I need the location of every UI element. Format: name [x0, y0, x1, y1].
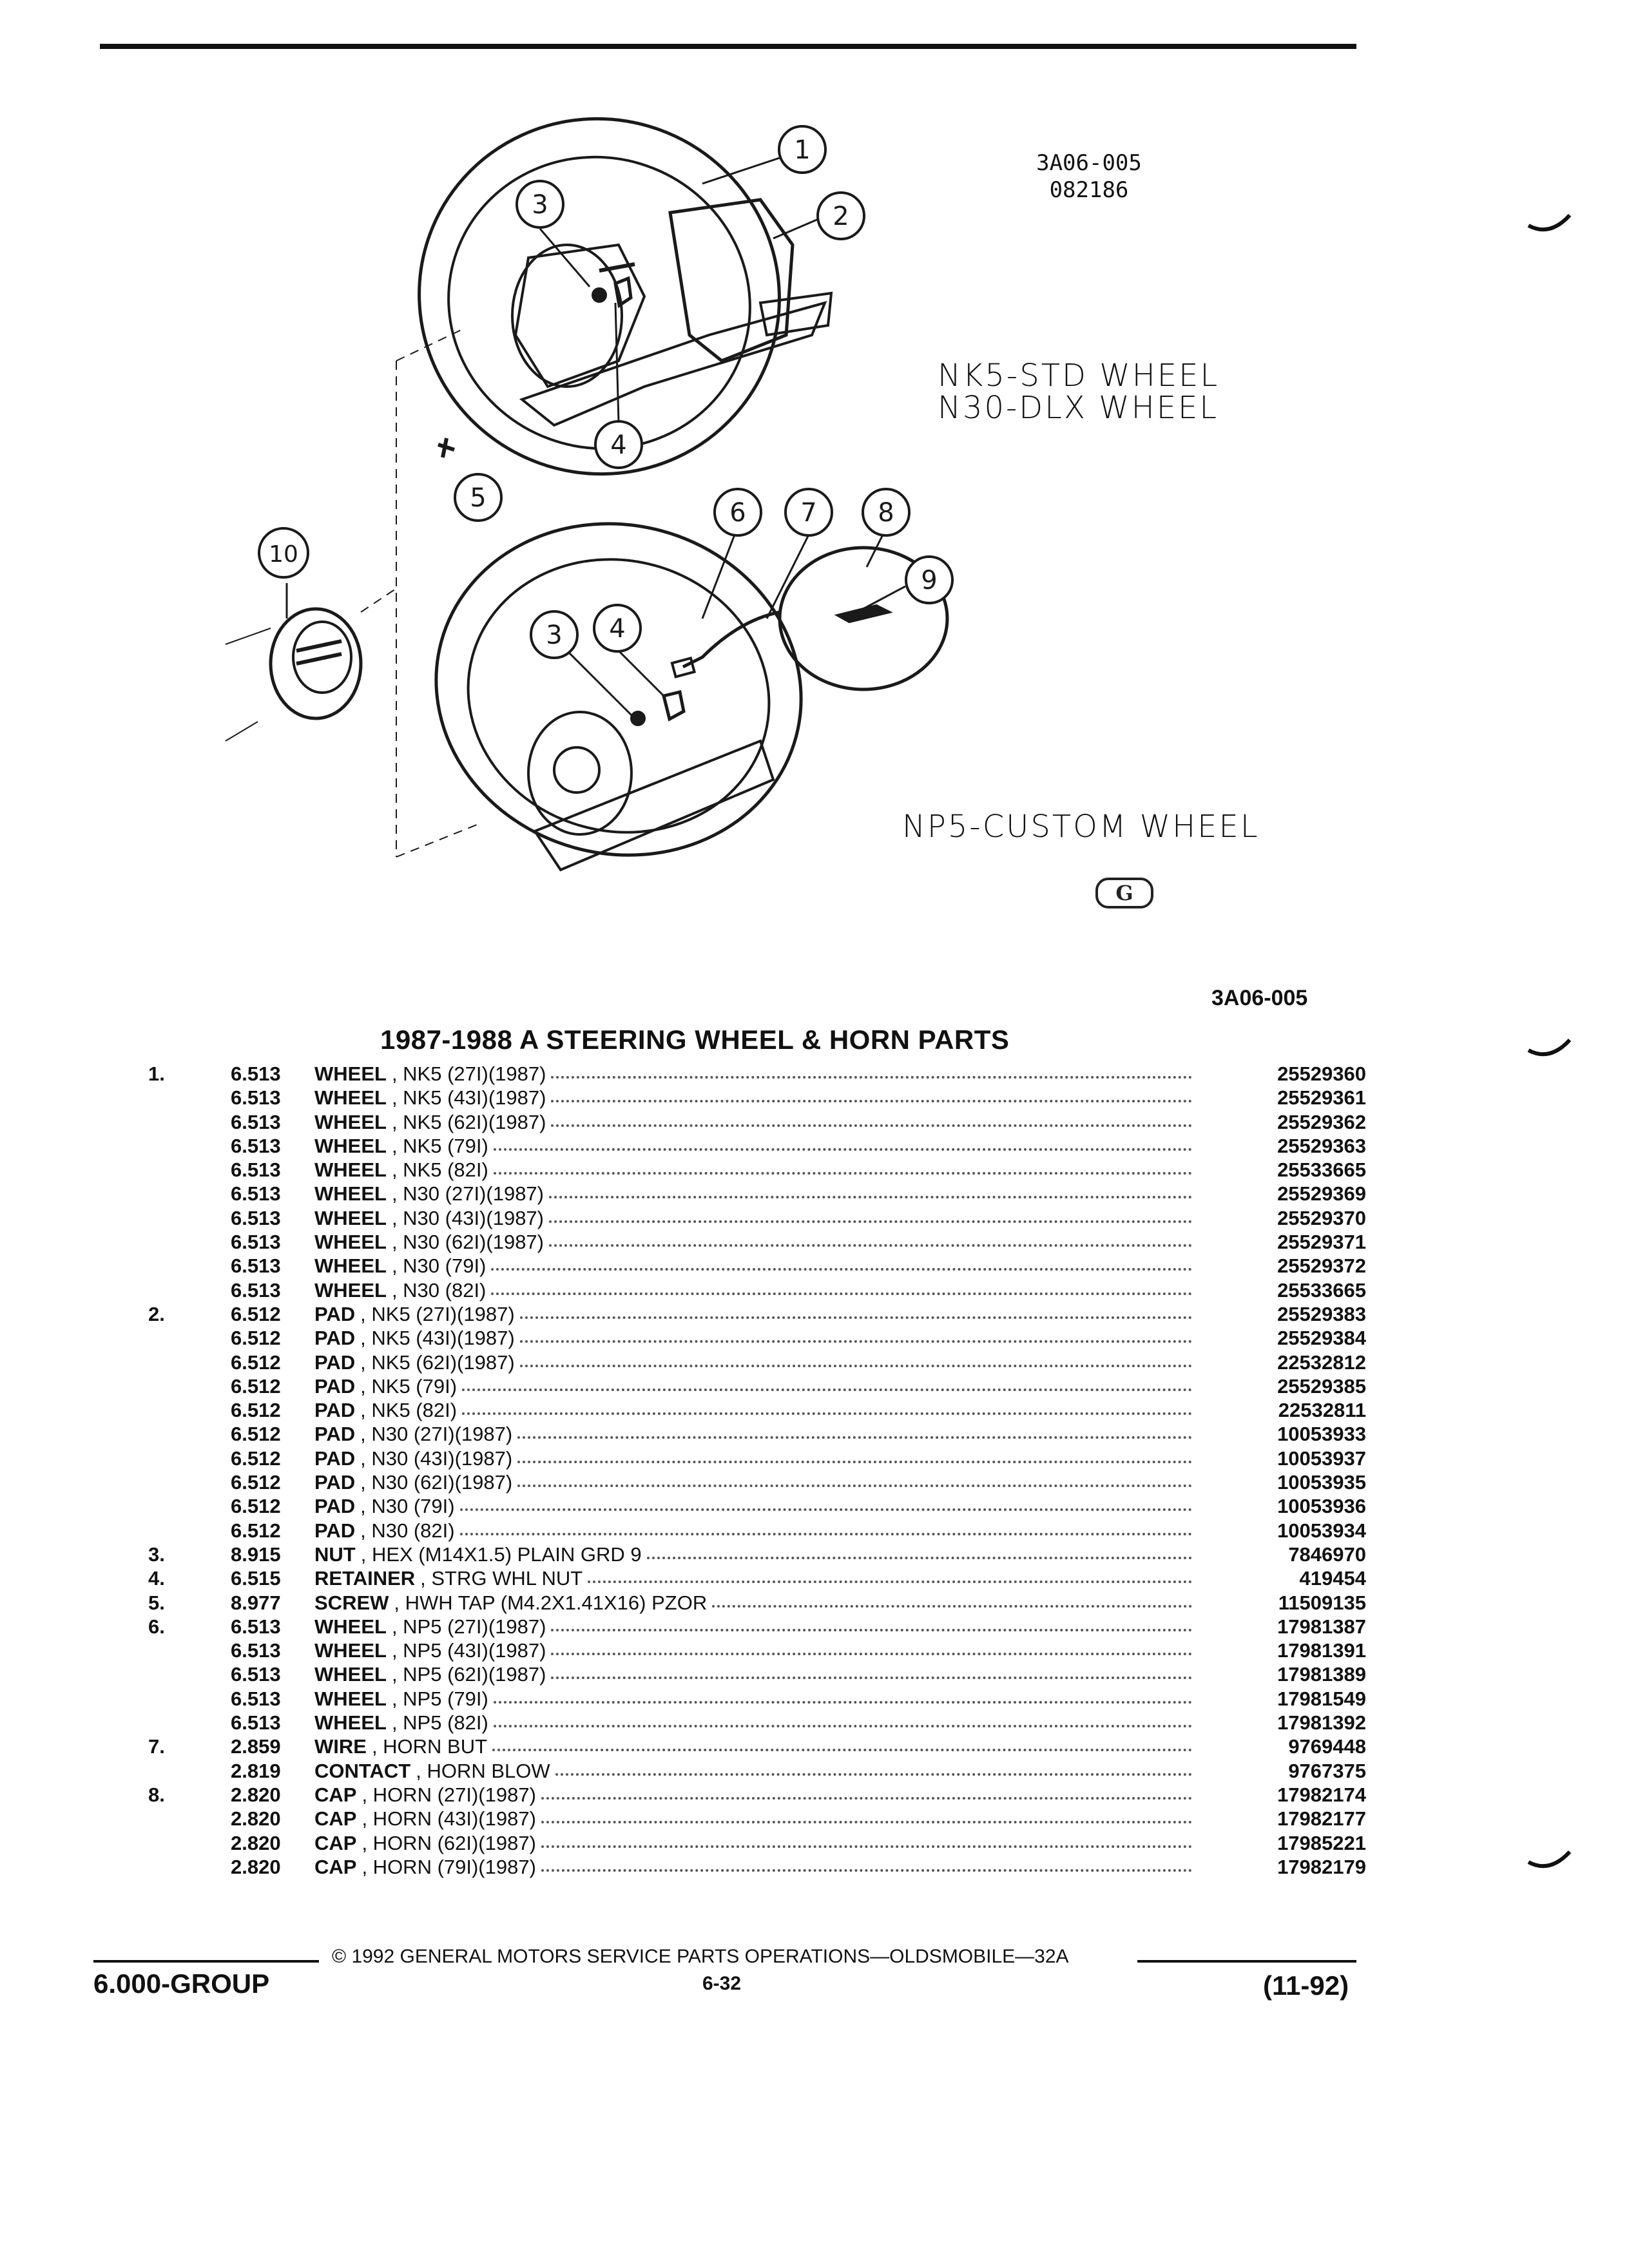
- group-number: 6.513: [231, 1158, 281, 1182]
- table-row: [148, 1446, 1366, 1470]
- part-detail: , NK5 (43I)(1987): [360, 1327, 515, 1350]
- table-row: [148, 1086, 1366, 1110]
- group-number: 6.512: [231, 1399, 281, 1422]
- part-number: 419454: [1299, 1567, 1366, 1590]
- part-detail: , NP5 (79I): [391, 1687, 488, 1710]
- part-detail: , NK5 (79I): [391, 1134, 488, 1157]
- dot-leader: [647, 1542, 1192, 1559]
- part-number: 10053937: [1277, 1446, 1366, 1470]
- part-name: PAD: [314, 1399, 356, 1422]
- footer-rule-right: [1137, 1960, 1356, 1963]
- part-number: 10053936: [1277, 1495, 1366, 1518]
- part-description: [314, 1398, 1192, 1422]
- group-number: 6.513: [231, 1711, 281, 1735]
- part-name: CAP: [314, 1807, 357, 1831]
- group-number: 6.512: [231, 1519, 281, 1542]
- part-detail: , N30 (27I)(1987): [360, 1423, 513, 1446]
- part-detail: , N30 (79I): [360, 1495, 455, 1518]
- callout-5: 5: [470, 483, 487, 513]
- table-row: [148, 1182, 1366, 1206]
- callout-10: 10: [269, 541, 298, 568]
- table-row: [148, 1278, 1366, 1302]
- table-row: [148, 1374, 1366, 1398]
- group-number: 8.915: [231, 1542, 281, 1566]
- group-number: 6.513: [231, 1086, 281, 1110]
- table-row: [148, 1494, 1366, 1518]
- part-detail: , NP5 (82I): [391, 1711, 488, 1735]
- page-title: 1987-1988 A STEERING WHEEL & HORN PARTS: [380, 1024, 1010, 1055]
- table-row: [148, 1398, 1366, 1422]
- diagram-code-line1: 3A06-005: [1036, 150, 1142, 176]
- part-number: 17981389: [1277, 1663, 1366, 1686]
- part-number: 9767375: [1288, 1759, 1366, 1782]
- dot-leader: [494, 1687, 1192, 1704]
- part-name: PAD: [314, 1374, 356, 1398]
- part-detail: , HORN (79I)(1987): [361, 1855, 536, 1878]
- part-description: [314, 1350, 1192, 1374]
- part-number: 17982179: [1277, 1855, 1366, 1878]
- part-name: PAD: [314, 1350, 356, 1374]
- table-row: [148, 1350, 1366, 1374]
- part-description: [314, 1422, 1192, 1446]
- part-detail: , HORN BLOW: [416, 1759, 550, 1782]
- dot-leader: [551, 1662, 1192, 1679]
- table-row: [148, 1735, 1366, 1758]
- part-name: WHEEL: [314, 1062, 387, 1085]
- dot-leader: [517, 1446, 1192, 1463]
- part-number: 7846970: [1288, 1542, 1366, 1566]
- part-name: CAP: [314, 1831, 357, 1854]
- group-number: 6.513: [231, 1687, 281, 1710]
- part-detail: , NK5 (27I)(1987): [391, 1062, 546, 1085]
- part-number: 10053935: [1277, 1471, 1366, 1494]
- group-number: 6.513: [231, 1615, 281, 1638]
- part-detail: , HORN (43I)(1987): [361, 1807, 536, 1831]
- part-number: 25529362: [1277, 1110, 1366, 1133]
- table-row: [148, 1158, 1366, 1182]
- diagram-code-line2: 082186: [1049, 177, 1129, 203]
- footer-group: 6.000-GROUP: [93, 1968, 270, 1999]
- part-name: WHEEL: [314, 1086, 387, 1110]
- dot-leader: [549, 1182, 1192, 1198]
- part-number: 25533665: [1277, 1278, 1366, 1302]
- callout-9: 9: [921, 566, 938, 595]
- dot-leader: [551, 1639, 1192, 1655]
- part-detail: , NK5 (27I)(1987): [360, 1302, 515, 1325]
- part-description: [314, 1086, 1192, 1110]
- part-name: PAD: [314, 1423, 356, 1446]
- part-description: [314, 1566, 1192, 1590]
- footer-page-number: 6-32: [702, 1973, 742, 1994]
- part-number: 10053934: [1277, 1519, 1366, 1542]
- table-row: [148, 1759, 1366, 1783]
- callout-2: 2: [833, 202, 849, 231]
- part-name: WHEEL: [314, 1231, 387, 1254]
- part-description: [314, 1206, 1192, 1230]
- table-row: [148, 1110, 1366, 1134]
- table-row: [148, 1831, 1366, 1855]
- dot-leader: [551, 1110, 1192, 1127]
- part-detail: , N30 (27I)(1987): [391, 1182, 544, 1206]
- figure-code: 3A06-005: [1211, 986, 1308, 1010]
- part-description: [314, 1855, 1192, 1879]
- binding-mark-3: [1527, 1849, 1572, 1875]
- part-detail: , HORN BUT: [371, 1735, 488, 1758]
- part-name: SCREW: [314, 1591, 389, 1614]
- table-row: [148, 1807, 1366, 1831]
- table-row: [148, 1254, 1366, 1278]
- part-number: 25529369: [1277, 1182, 1366, 1206]
- group-number: 2.820: [231, 1783, 281, 1806]
- part-detail: , NP5 (62I)(1987): [391, 1663, 546, 1686]
- binding-mark-2: [1527, 1037, 1572, 1063]
- dot-leader: [551, 1062, 1192, 1079]
- table-row: [148, 1302, 1366, 1326]
- part-detail: , NK5 (82I): [360, 1399, 458, 1422]
- ref-number: 3.: [148, 1542, 165, 1566]
- dot-leader: [520, 1350, 1192, 1367]
- dot-leader: [491, 1278, 1192, 1295]
- part-detail: , N30 (82I): [391, 1278, 487, 1302]
- group-number: 6.513: [231, 1134, 281, 1157]
- part-number: 17981387: [1277, 1615, 1366, 1638]
- part-number: 25529370: [1277, 1206, 1366, 1229]
- label-n30-dlx-wheel: N30-DLX WHEEL: [938, 390, 1219, 426]
- part-number: 17981549: [1277, 1687, 1366, 1710]
- callout-3: 3: [532, 190, 548, 220]
- group-number: 2.820: [231, 1831, 281, 1854]
- table-row: [148, 1566, 1366, 1590]
- part-detail: , NK5 (43I)(1987): [391, 1086, 546, 1110]
- part-description: [314, 1230, 1192, 1254]
- group-number: 6.512: [231, 1423, 281, 1446]
- part-name: CAP: [314, 1855, 357, 1878]
- part-description: [314, 1639, 1192, 1662]
- part-description: [314, 1182, 1192, 1206]
- diagram-code: [967, 149, 1211, 204]
- part-detail: , HORN (62I)(1987): [361, 1831, 536, 1854]
- dot-leader: [462, 1374, 1192, 1391]
- group-number: 8.977: [231, 1591, 281, 1614]
- part-description: [314, 1158, 1192, 1182]
- ref-number: 8.: [148, 1783, 165, 1806]
- dot-leader: [517, 1422, 1192, 1439]
- part-name: WHEEL: [314, 1110, 387, 1133]
- part-name: WHEEL: [314, 1206, 387, 1229]
- part-detail: , HEX (M14X1.5) PLAIN GRD 9: [360, 1542, 642, 1566]
- group-number: 6.513: [231, 1182, 281, 1206]
- dot-leader: [520, 1302, 1192, 1319]
- table-row: [148, 1206, 1366, 1230]
- part-description: [314, 1615, 1192, 1639]
- part-name: WHEEL: [314, 1278, 387, 1302]
- ref-number: 7.: [148, 1735, 165, 1758]
- part-name: WHEEL: [314, 1615, 387, 1638]
- callout-4b: 4: [609, 614, 626, 644]
- group-number: 6.512: [231, 1374, 281, 1398]
- part-name: WHEEL: [314, 1134, 387, 1157]
- part-number: 11509135: [1278, 1591, 1366, 1614]
- part-name: WHEEL: [314, 1182, 387, 1206]
- dot-leader: [460, 1494, 1192, 1511]
- part-number: 17982174: [1277, 1783, 1366, 1806]
- part-description: [314, 1519, 1192, 1542]
- part-description: [314, 1494, 1192, 1518]
- part-name: WHEEL: [314, 1254, 387, 1278]
- gm-logo: G: [1095, 878, 1153, 908]
- part-number: 17981392: [1277, 1711, 1366, 1735]
- table-row: [148, 1326, 1366, 1350]
- part-detail: , N30 (82I): [360, 1519, 455, 1542]
- callout-4: 4: [610, 430, 627, 460]
- parts-list: [148, 1062, 1366, 1879]
- table-row: [148, 1711, 1366, 1735]
- group-number: 6.512: [231, 1495, 281, 1518]
- part-number: 25529372: [1277, 1254, 1366, 1278]
- part-detail: , N30 (43I)(1987): [391, 1206, 544, 1229]
- part-detail: , NK5 (62I)(1987): [360, 1350, 515, 1374]
- part-description: [314, 1735, 1192, 1758]
- dot-leader: [462, 1398, 1192, 1415]
- callout-3b: 3: [546, 620, 563, 650]
- dot-leader: [551, 1086, 1192, 1102]
- group-number: 6.513: [231, 1254, 281, 1278]
- part-description: [314, 1110, 1192, 1134]
- part-description: [314, 1326, 1192, 1350]
- table-row: [148, 1542, 1366, 1566]
- group-number: 6.512: [231, 1327, 281, 1350]
- dot-leader: [551, 1615, 1192, 1631]
- part-number: 10053933: [1277, 1423, 1366, 1446]
- footer-date: (11-92): [1263, 1970, 1349, 2001]
- table-row: [148, 1615, 1366, 1639]
- part-description: [314, 1711, 1192, 1735]
- part-detail: , N30 (43I)(1987): [360, 1446, 513, 1470]
- dot-leader: [549, 1230, 1192, 1247]
- table-row: [148, 1855, 1366, 1879]
- table-row: [148, 1230, 1366, 1254]
- dot-leader: [491, 1254, 1192, 1271]
- part-number: 17982177: [1277, 1807, 1366, 1831]
- part-description: [314, 1807, 1192, 1831]
- callout-7: 7: [800, 498, 817, 528]
- group-number: 2.819: [231, 1759, 281, 1782]
- part-name: CAP: [314, 1783, 357, 1806]
- group-number: 6.513: [231, 1110, 281, 1133]
- part-number: 25529371: [1277, 1231, 1366, 1254]
- dot-leader: [494, 1134, 1192, 1151]
- part-description: [314, 1302, 1192, 1326]
- part-description: [314, 1470, 1192, 1494]
- part-name: WHEEL: [314, 1663, 387, 1686]
- part-name: PAD: [314, 1302, 356, 1325]
- table-row: [148, 1687, 1366, 1711]
- part-number: 22532812: [1277, 1350, 1366, 1374]
- dot-leader: [712, 1591, 1192, 1608]
- part-number: 25529384: [1277, 1327, 1366, 1350]
- dot-leader: [494, 1158, 1192, 1175]
- group-number: 2.820: [231, 1855, 281, 1878]
- part-number: 25529383: [1277, 1302, 1366, 1325]
- dot-leader: [541, 1855, 1192, 1872]
- table-row: [148, 1591, 1366, 1615]
- part-description: [314, 1759, 1192, 1783]
- steering-wheel-illustration: [0, 0, 1629, 1005]
- part-name: WHEEL: [314, 1687, 387, 1710]
- part-name: PAD: [314, 1471, 356, 1494]
- part-name: NUT: [314, 1542, 356, 1566]
- footer-rule-left: [93, 1960, 319, 1963]
- binding-mark-1: [1527, 213, 1572, 238]
- part-number: 9769448: [1288, 1735, 1366, 1758]
- part-number: 25529363: [1277, 1134, 1366, 1157]
- part-description: [314, 1591, 1192, 1615]
- group-number: 6.513: [231, 1206, 281, 1229]
- table-row: [148, 1519, 1366, 1542]
- part-name: WHEEL: [314, 1158, 387, 1182]
- group-number: 6.513: [231, 1278, 281, 1302]
- part-name: PAD: [314, 1519, 356, 1542]
- part-description: [314, 1662, 1192, 1686]
- dot-leader: [555, 1759, 1192, 1776]
- group-number: 6.513: [231, 1062, 281, 1085]
- part-name: WHEEL: [314, 1639, 387, 1662]
- table-row: [148, 1470, 1366, 1494]
- footer-copyright: © 1992 GENERAL MOTORS SERVICE PARTS OPERATIONS—OLDSMOBILE—32A: [332, 1946, 1069, 1967]
- ref-number: 4.: [148, 1567, 165, 1590]
- group-number: 6.513: [231, 1663, 281, 1686]
- dot-leader: [517, 1470, 1192, 1487]
- part-detail: , NK5 (82I): [391, 1158, 488, 1182]
- ref-number: 5.: [148, 1591, 165, 1614]
- table-row: [148, 1783, 1366, 1807]
- group-number: 6.513: [231, 1639, 281, 1662]
- callout-6: 6: [729, 498, 746, 528]
- part-description: [314, 1278, 1192, 1302]
- table-row: [148, 1062, 1366, 1086]
- part-description: [314, 1134, 1192, 1158]
- part-description: [314, 1374, 1192, 1398]
- part-description: [314, 1542, 1192, 1566]
- table-row: [148, 1422, 1366, 1446]
- group-number: 6.513: [231, 1231, 281, 1254]
- group-number: 6.515: [231, 1567, 281, 1590]
- part-detail: , HWH TAP (M4.2X1.41X16) PZOR: [394, 1591, 708, 1614]
- part-description: [314, 1783, 1192, 1807]
- part-number: 17985221: [1277, 1831, 1366, 1854]
- group-number: 6.512: [231, 1446, 281, 1470]
- table-row: [148, 1134, 1366, 1158]
- part-detail: , NP5 (27I)(1987): [391, 1615, 546, 1638]
- part-name: PAD: [314, 1495, 356, 1518]
- group-number: 6.512: [231, 1471, 281, 1494]
- part-detail: , NK5 (79I): [360, 1374, 458, 1398]
- part-number: 22532811: [1278, 1399, 1366, 1422]
- group-number: 2.859: [231, 1735, 281, 1758]
- part-name: PAD: [314, 1327, 356, 1350]
- part-name: RETAINER: [314, 1567, 416, 1590]
- dot-leader: [541, 1831, 1192, 1848]
- dot-leader: [492, 1735, 1192, 1751]
- dot-leader: [541, 1807, 1192, 1823]
- part-detail: , STRG WHL NUT: [420, 1567, 583, 1590]
- callout-8: 8: [878, 498, 894, 528]
- part-description: [314, 1254, 1192, 1278]
- part-name: WHEEL: [314, 1711, 387, 1735]
- dot-leader: [520, 1326, 1192, 1343]
- dot-leader: [549, 1206, 1192, 1223]
- part-number: 25529385: [1277, 1374, 1366, 1398]
- table-row: [148, 1662, 1366, 1686]
- part-description: [314, 1446, 1192, 1470]
- table-row: [148, 1639, 1366, 1662]
- part-name: PAD: [314, 1446, 356, 1470]
- part-name: WIRE: [314, 1735, 367, 1758]
- ref-number: 2.: [148, 1302, 165, 1325]
- label-nk5-std-wheel: NK5-STD WHEEL: [938, 358, 1220, 394]
- part-number: 17981391: [1277, 1639, 1366, 1662]
- part-detail: , HORN (27I)(1987): [361, 1783, 536, 1806]
- part-description: [314, 1062, 1192, 1086]
- callout-1: 1: [794, 135, 811, 165]
- part-detail: , NP5 (43I)(1987): [391, 1639, 546, 1662]
- dot-leader: [541, 1783, 1192, 1800]
- part-number: 25529361: [1277, 1086, 1366, 1110]
- group-number: 6.512: [231, 1350, 281, 1374]
- part-detail: , NK5 (62I)(1987): [391, 1110, 546, 1133]
- part-detail: , N30 (62I)(1987): [391, 1231, 544, 1254]
- part-name: CONTACT: [314, 1759, 411, 1782]
- group-number: 6.512: [231, 1302, 281, 1325]
- dot-leader: [460, 1519, 1192, 1535]
- part-number: 25533665: [1277, 1158, 1366, 1182]
- part-description: [314, 1687, 1192, 1711]
- ref-number: 6.: [148, 1615, 165, 1638]
- ref-number: 1.: [148, 1062, 165, 1085]
- part-detail: , N30 (79I): [391, 1254, 487, 1278]
- part-description: [314, 1831, 1192, 1855]
- part-detail: , N30 (62I)(1987): [360, 1471, 513, 1494]
- label-np5-custom-wheel: NP5-CUSTOM WHEEL: [902, 809, 1260, 845]
- part-number: 25529360: [1277, 1062, 1366, 1085]
- dot-leader: [588, 1566, 1192, 1583]
- exploded-diagram: [0, 0, 1629, 1005]
- dot-leader: [494, 1711, 1192, 1727]
- group-number: 2.820: [231, 1807, 281, 1831]
